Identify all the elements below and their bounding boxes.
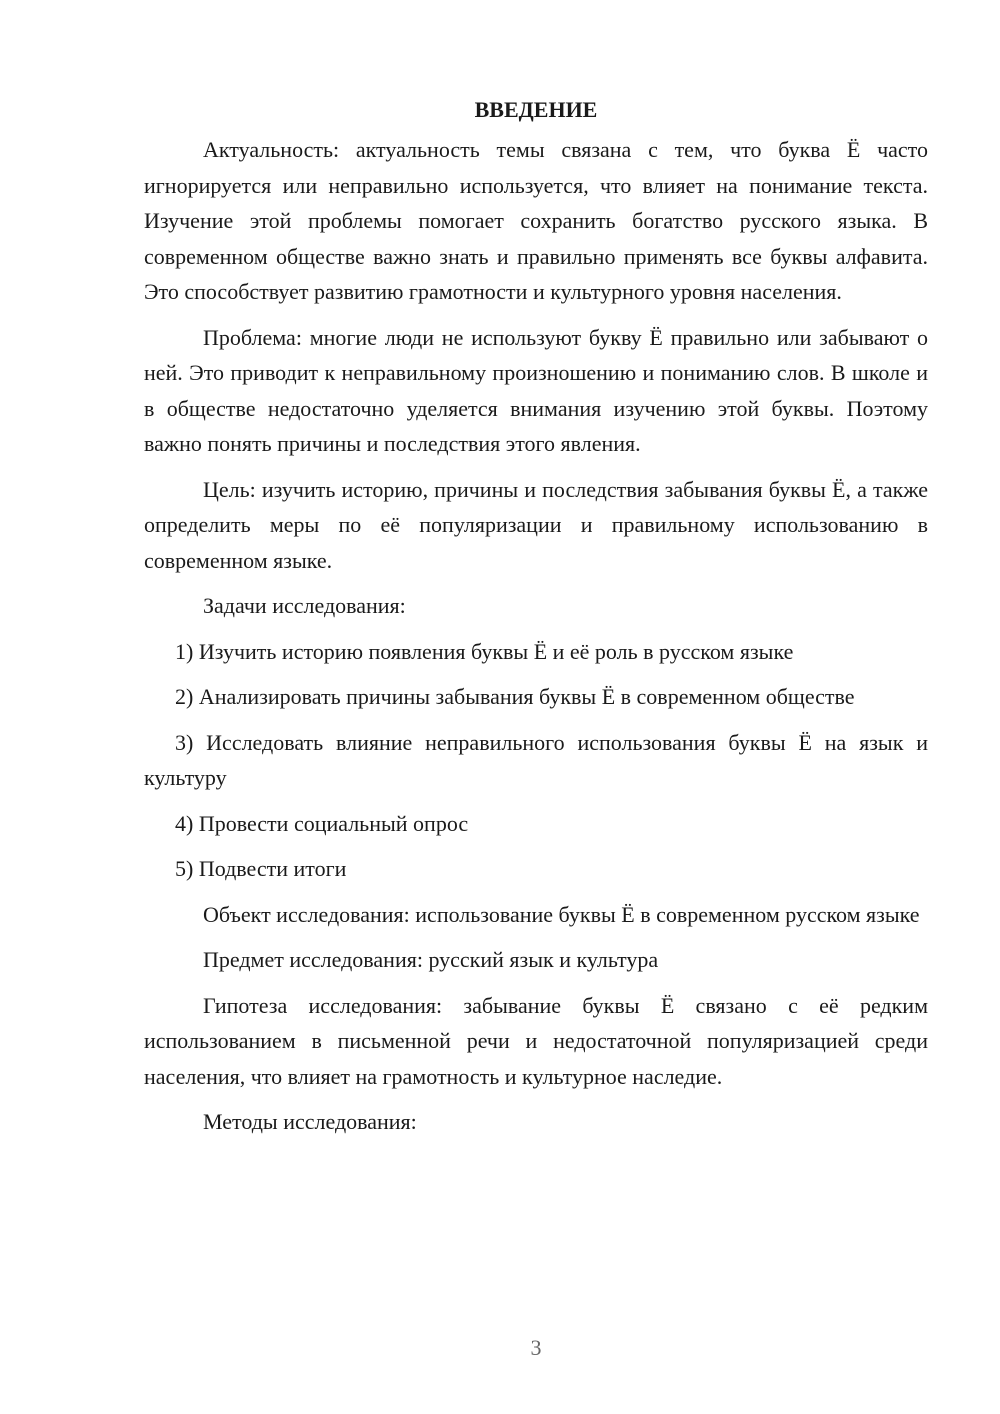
paragraph-hypothesis: Гипотеза исследования: забывание буквы Ё связано с её редким использованием в письменной речи и недостаточной популяризацией среди населения, что влияет на грамотность и культурное наследие. <box>144 992 928 1089</box>
task-item: 5) Подвести итоги <box>175 856 347 881</box>
document-page <box>144 92 928 1150</box>
paragraph-tasks-heading: Задачи исследования: <box>203 593 406 618</box>
task-item: 4) Провести социальный опрос <box>175 810 469 836</box>
task-item: 2) Анализировать причины забывания буквы Ё в современном обществе <box>175 684 855 709</box>
paragraph-problem: Проблема: многие люди не используют букву Ё правильно или забывают о ней. Это приводит к неправильному произношению и пониманию слов. В школе и в обществе недостаточно уделяется внимания изучению этой буквы. Поэтому важно понять причины и последствия этого явления. <box>144 324 928 456</box>
section-title: ВВЕДЕНИЕ <box>474 97 598 122</box>
paragraph-subject: Предмет исследования: русский язык и культура <box>203 947 659 972</box>
paragraph-object: Объект исследования: использование буквы Ё в современном русском языке <box>203 901 920 927</box>
paragraph-goal: Цель: изучить историю, причины и последствия забывания буквы Ё, а также определить меры по её популяризации и правильному использованию в современном языке. <box>144 476 928 573</box>
paragraph-methods: Методы исследования: <box>203 1109 417 1134</box>
task-item: 3) Исследовать влияние неправильного использования буквы Ё на язык и культуру <box>144 729 928 790</box>
paragraph-relevance: Актуальность: актуальность темы связана с тем, что буква Ё часто игнорируется или неправильно используется, что влияет на понимание текста. Изучение этой проблемы помогает сохранить богатство русского языка. В современном обществе важно знать и правильно применять все буквы алфавита. Это способствует развитию грамотности и культурного уровня населения. <box>144 137 928 304</box>
task-item: 1) Изучить историю появления буквы Ё и её роль в русском языке <box>175 638 794 664</box>
page-number: 3 <box>530 1335 542 1360</box>
